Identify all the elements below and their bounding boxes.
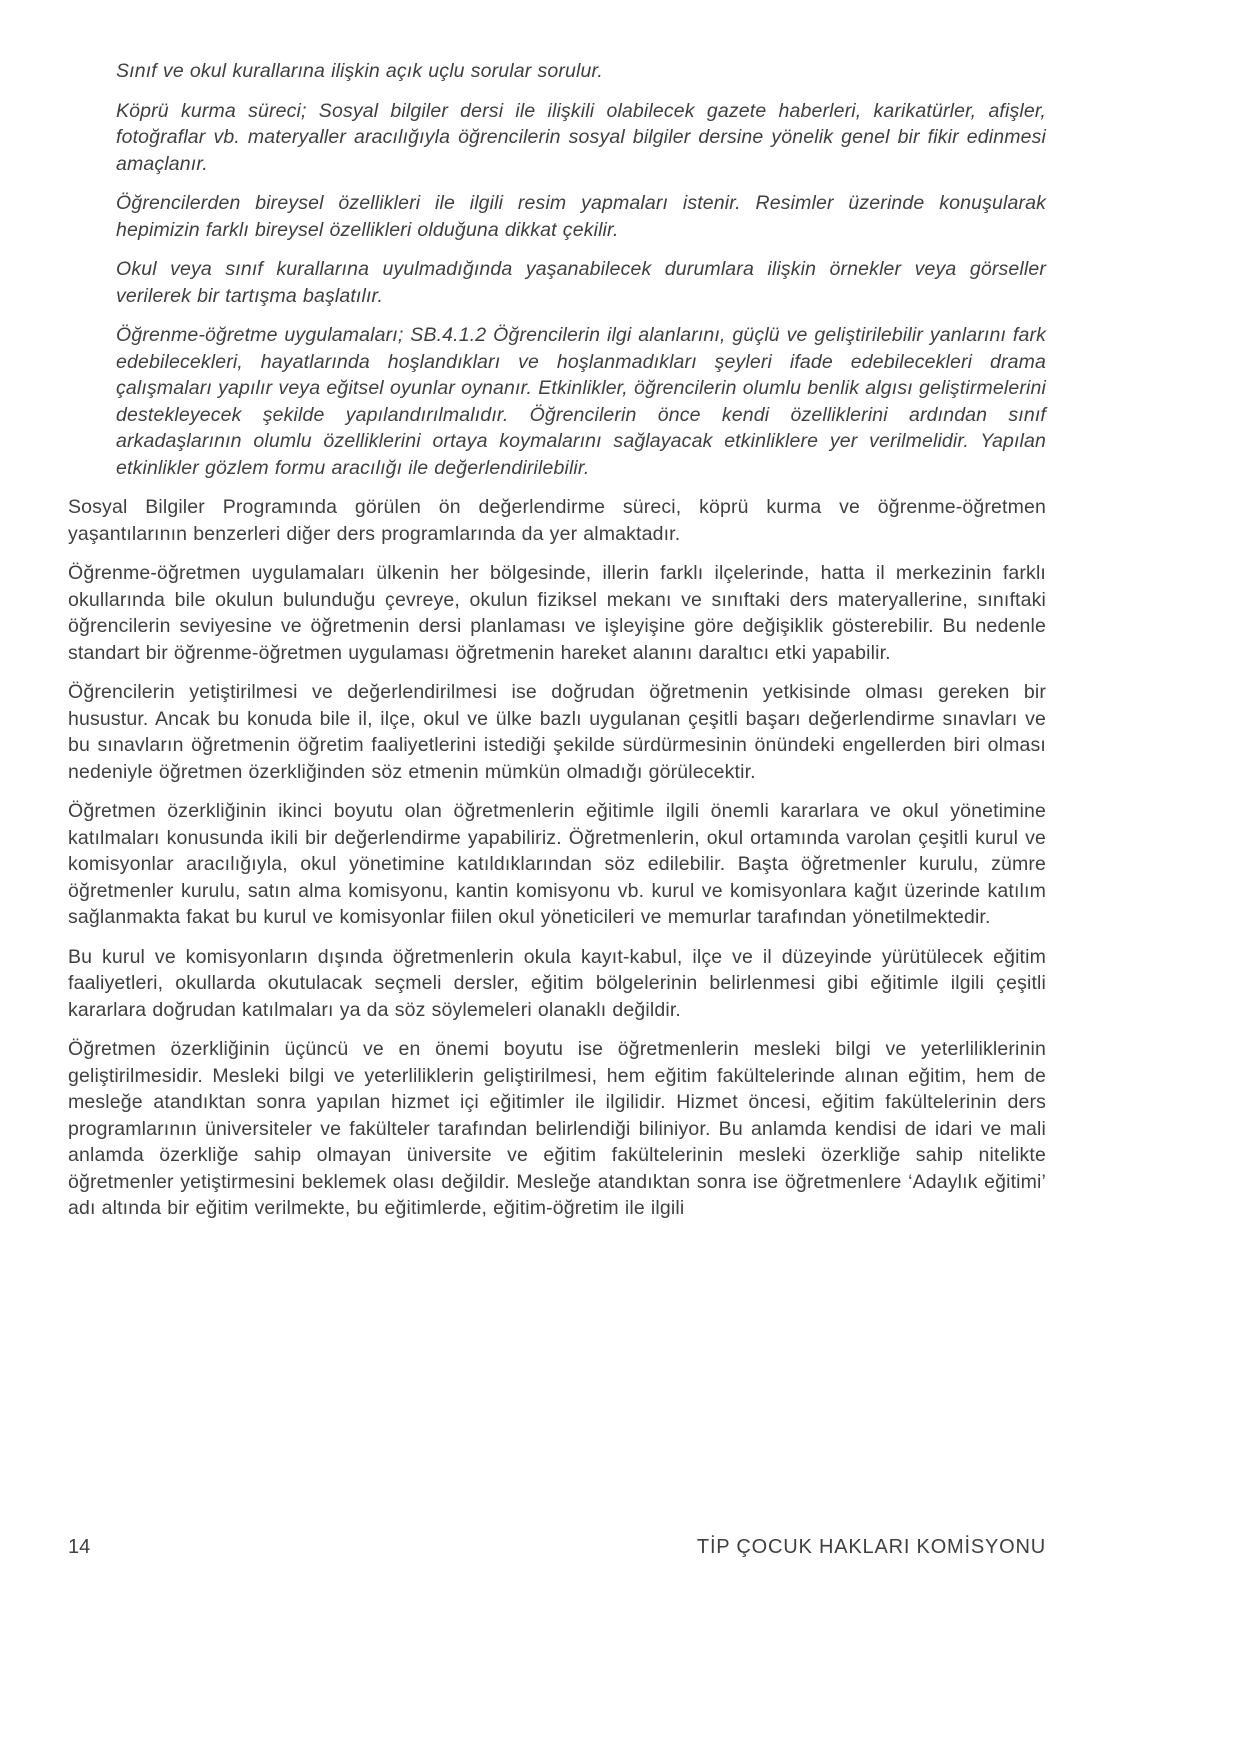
indented-paragraph: Öğrenme-öğretme uygulamaları; SB.4.1.2 Öğrencilerin ilgi alanlarını, güçlü ve geliştirilebilir yanlarını fark edebilecekleri, hayatlarında hoşlandıkları ve hoşlanmadıkları şeyleri ifade edebilecekleri drama çalışmaları yapılır veya eğitsel oyunlar oynanır. Etkinlikler, öğrencilerin olumlu benlik algısı geliştirmelerini destekleyecek şekilde yapılandırılmalıdır. Öğrencilerin önce kendi özelliklerini ardından sınıf arkadaşlarının olumlu özelliklerini ortaya koymalarını sağlayacak etkinliklere yer verilmelidir. Yapılan etkinlikler gözlem formu aracılığı ile değerlendirilebilir. — [116, 324, 1046, 479]
body-paragraph: Öğretmen özerkliğinin üçüncü ve en önemi boyutu ise öğretmenlerin mesleki bilgi ve yeterliliklerinin geliştirilmesidir. Mesleki bilgi ve yeterliliklerin geliştirilmesi, hem eğitim fakültelerinde alınan eğitim, hem de mesleğe atandıktan sonra yapılan hizmet içi eğitimler ile ilgilidir. Hizmet öncesi, eğitim fakültelerinin ders programlarının üniversiteler ve fakülteler tarafından belirlendiği biliniyor. Bu anlamda kendisi de idari ve mali anlamda özerkliğe sahip olmayan üniversite ve eğitim fakültelerinin mesleki özerkliğe sahip nitelikte öğretmenler yetiştirmesini beklemek olası değildir. Mesleğe atandıktan sonra ise öğretmenlere ‘Adaylık eğitimi’ adı altında bir eğitim verilmekte, bu eğitimlerde, eğitim-öğretim ile ilgili — [68, 1038, 1046, 1219]
indented-paragraph: Sınıf ve okul kurallarına ilişkin açık uçlu sorular sorulur. — [116, 60, 603, 82]
page-number: 14 — [68, 1536, 91, 1558]
body-paragraph: Öğrenme-öğretmen uygulamaları ülkenin her bölgesinde, illerin farklı ilçelerinde, hatta il merkezinin farklı okullarında bile okulun bulunduğu çevreye, okulun fiziksel mekanı ve sınıftaki ders materyallerine, sınıftaki öğrencilerin seviyesine ve öğretmenin dersi planlaması ve işleyişine göre değişiklik gösterebilir. Bu nedenle standart bir öğrenme-öğretmen uygulaması öğretmenin hareket alanını daraltıcı etki yapabilir. — [68, 562, 1046, 664]
indented-paragraph: Köprü kurma süreci; Sosyal bilgiler dersi ile ilişkili olabilecek gazete haberleri, karikatürler, afişler, fotoğraflar vb. materyaller aracılığıyla öğrencilerin sosyal bilgiler dersine yönelik genel bir fikir edinmesi amaçlanır. — [116, 99, 1046, 175]
footer-commission-label: TİP ÇOCUK HAKLARI KOMİSYONU — [696, 1536, 1046, 1558]
body-paragraph: Sosyal Bilgiler Programında görülen ön değerlendirme süreci, köprü kurma ve öğrenme-öğretmen yaşantılarının benzerleri diğer ders programlarında da yer almaktadır. — [68, 496, 1046, 545]
page-content — [68, 58, 1046, 1235]
body-paragraph: Öğrencilerin yetiştirilmesi ve değerlendirilmesi ise doğrudan öğretmenin yetkisinde olması gereken bir husustur. Ancak bu konuda bile il, ilçe, okul ve ülke bazlı uygulanan çeşitli başarı değerlendirme sınavları ve bu sınavların öğretmenin öğretim faaliyetlerini istediği şekilde sürdürmesinin önündeki engellerden biri olması nedeniyle öğretmen özerkliğinden söz etmenin mümkün olmadığı görülecektir. — [68, 681, 1046, 783]
indented-paragraph: Okul veya sınıf kurallarına uyulmadığında yaşanabilecek durumlara ilişkin örnekler veya görseller verilerek bir tartışma başlatılır. — [116, 258, 1046, 307]
page-footer — [68, 1536, 1046, 1559]
body-paragraph: Bu kurul ve komisyonların dışında öğretmenlerin okula kayıt-kabul, ilçe ve il düzeyinde yürütülecek eğitim faaliyetleri, okullarda okutulacak seçmeli dersler, eğitim bölgelerinin belirlenmesi gibi eğitimle ilgili çeşitli kararlara doğrudan katılmaları ya da söz söylemeleri olanaklı değildir. — [68, 945, 1046, 1021]
indented-paragraph: Öğrencilerden bireysel özellikleri ile ilgili resim yapmaları istenir. Resimler üzerinde konuşularak hepimizin farklı bireysel özellikleri olduğuna dikkat çekilir. — [116, 192, 1046, 241]
body-paragraph: Öğretmen özerkliğinin ikinci boyutu olan öğretmenlerin eğitimle ilgili önemli kararlara ve okul yönetimine katılmaları konusunda ikili bir değerlendirme yapabiliriz. Öğretmenlerin, okul ortamında varolan çeşitli kurul ve komisyonlar aracılığıyla, okul yönetimine katıldıklarından söz edilebilir. Başta öğretmenler kurulu, zümre öğretmenler kurulu, satın alma komisyonu, kantin komisyonu vb. kurul ve komisyonlara kağıt üzerinde katılım sağlanmakta fakat bu kurul ve komisyonlar fiilen okul yöneticileri ve memurlar tarafından yönetilmektedir. — [68, 800, 1046, 928]
